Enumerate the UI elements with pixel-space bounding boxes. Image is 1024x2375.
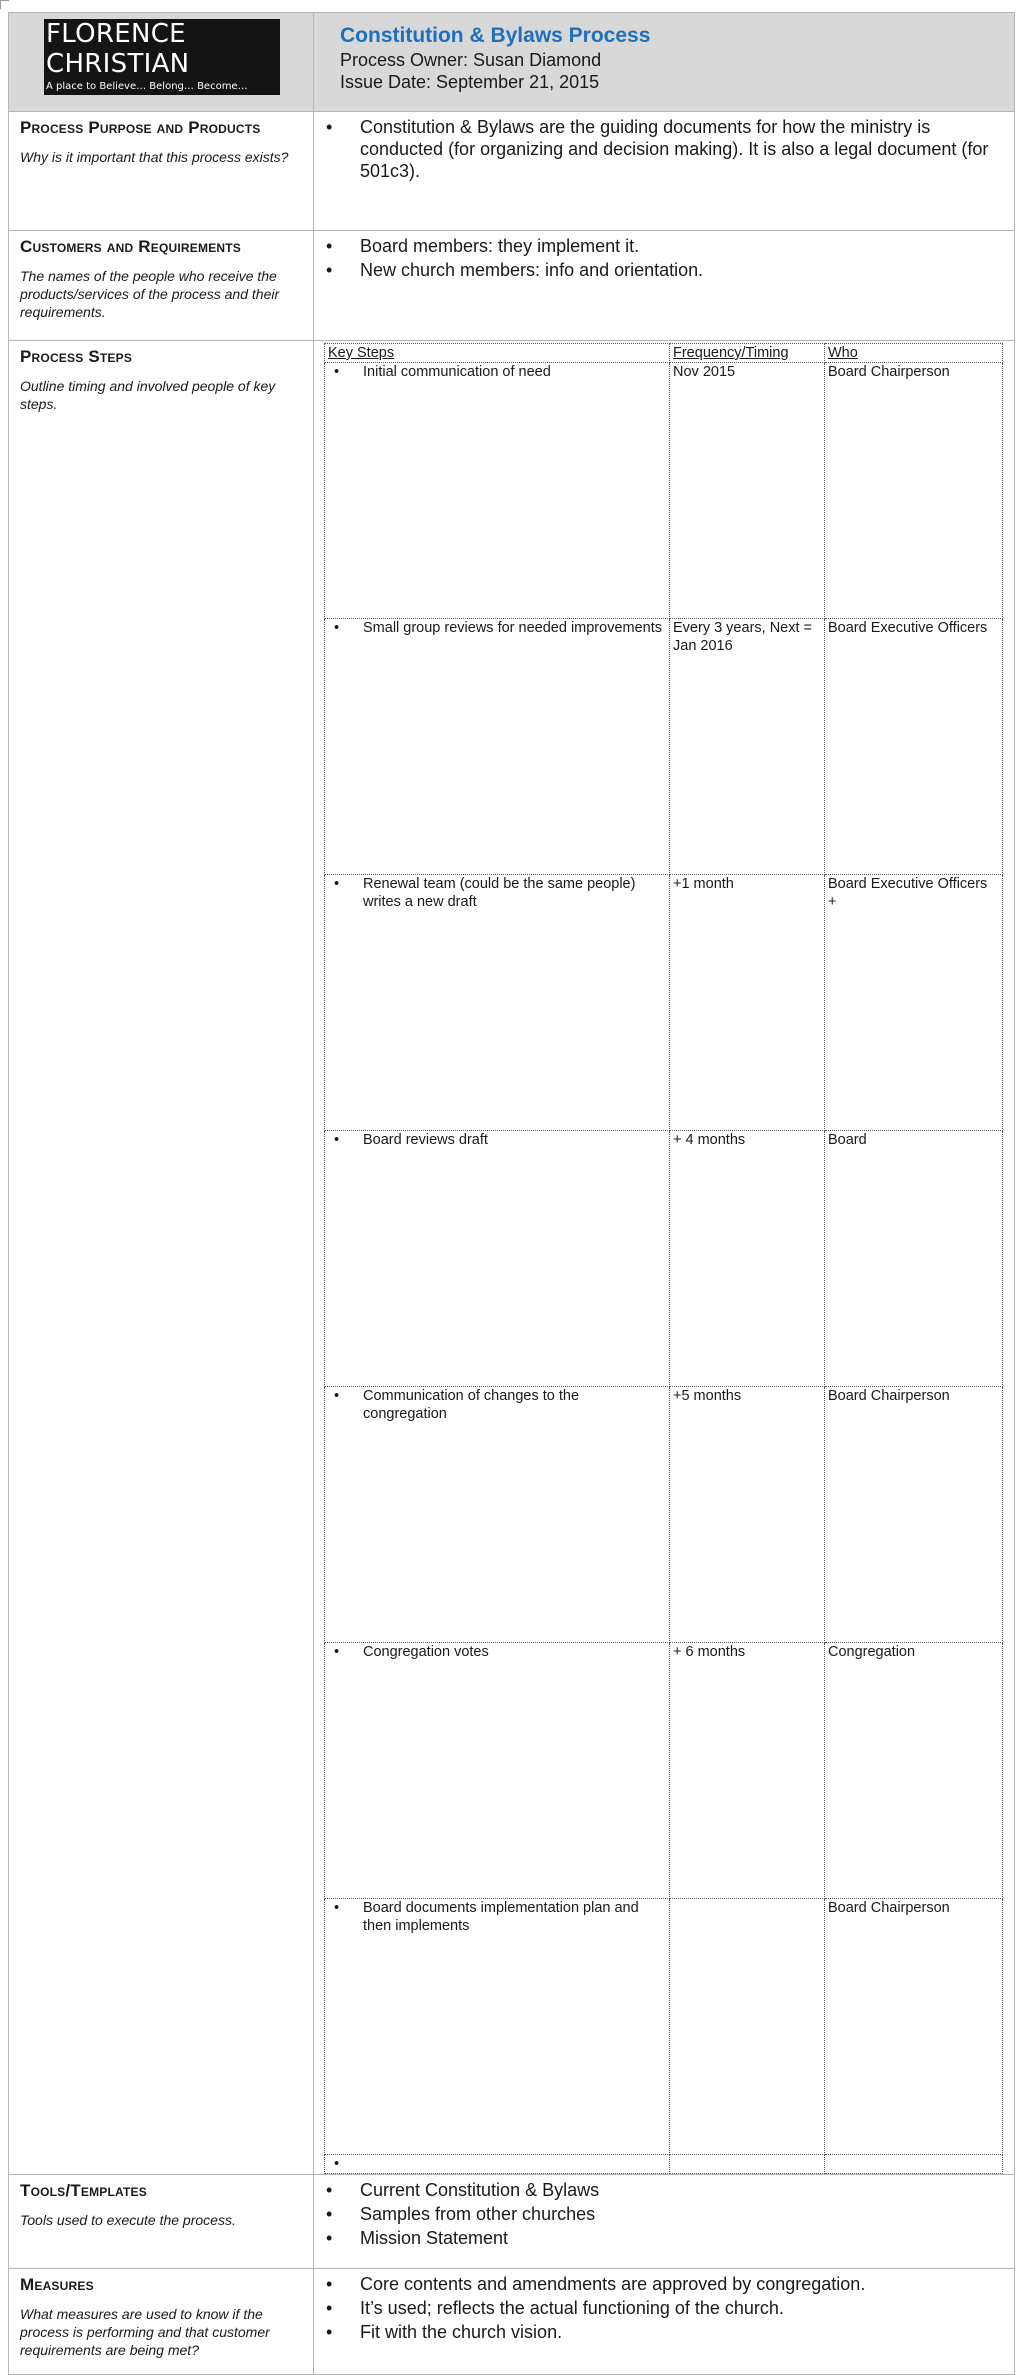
list-item-text: New church members: info and orientation. [360, 260, 704, 280]
table-row [325, 1643, 1003, 1899]
measures-description: What measures are used to know if the process is performing and that customer requirements are being met? [20, 2306, 270, 2358]
title-cell [314, 13, 1015, 112]
key-steps-header-row [325, 344, 1003, 363]
bullet-icon: • [334, 1388, 340, 1404]
column-header-who: Who [825, 344, 1003, 363]
timing-cell: + 4 months [670, 1131, 825, 1387]
table-row [325, 1387, 1003, 1643]
header-row [9, 13, 1015, 112]
tools-row [9, 2175, 1015, 2269]
customers-list [322, 235, 1006, 281]
table-row [325, 1131, 1003, 1387]
purpose-row [9, 112, 1015, 231]
bullet-icon: • [326, 2204, 333, 2224]
bullet-icon: • [326, 117, 333, 137]
list-item [322, 2273, 1006, 2295]
table-row [325, 619, 1003, 875]
bullet-icon: • [334, 1900, 340, 1916]
list-item [322, 259, 1006, 281]
step-text: Small group reviews for needed improvements [363, 620, 662, 636]
step-cell [325, 2155, 670, 2174]
list-item [322, 2297, 1006, 2319]
timing-cell: Nov 2015 [670, 363, 825, 619]
column-header-timing: Frequency/Timing [670, 344, 825, 363]
measures-label-cell [9, 2269, 314, 2375]
bullet-icon: • [334, 364, 340, 380]
measures-list [322, 2273, 1006, 2343]
list-item-text: Samples from other churches [360, 2204, 596, 2224]
bullet-icon: • [326, 2228, 333, 2248]
step-cell [325, 619, 670, 875]
step-cell [325, 875, 670, 1131]
step-text: Congregation votes [363, 1644, 489, 1660]
customers-label-cell [9, 231, 314, 341]
step-cell [325, 1131, 670, 1387]
list-item-text: Core contents and amendments are approved by congregation. [360, 2274, 866, 2294]
timing-cell [670, 1899, 825, 2155]
column-header-key-steps: Key Steps [325, 344, 670, 363]
list-item-text: Constitution & Bylaws are the guiding documents for how the ministry is conducted (for organizing and decision making). It is also a legal document (for 501c3). [360, 117, 989, 181]
timing-cell: Every 3 years, Next = Jan 2016 [670, 619, 825, 875]
tools-content-cell [314, 2175, 1015, 2269]
process-document-table [8, 12, 1015, 2375]
purpose-list [322, 116, 1006, 182]
customers-content-cell [314, 231, 1015, 341]
steps-label-cell [9, 341, 314, 2175]
list-item-text: Mission Statement [360, 2228, 509, 2248]
bullet-icon: • [326, 2322, 333, 2342]
tools-list [322, 2179, 1006, 2249]
document-title: Constitution & Bylaws Process [340, 24, 651, 47]
issue-date: Issue Date: September 21, 2015 [340, 72, 600, 92]
timing-cell [670, 2155, 825, 2174]
customers-title: Customers and Requirements [20, 237, 241, 256]
corner-mark [0, 0, 9, 9]
list-item [322, 2321, 1006, 2343]
who-cell: Board Executive Officers + [825, 875, 1003, 1131]
table-row [325, 2155, 1003, 2174]
bullet-icon: • [334, 620, 340, 636]
steps-content-cell [314, 341, 1015, 2175]
steps-row [9, 341, 1015, 2175]
who-cell: Board Executive Officers [825, 619, 1003, 875]
step-text: Board reviews draft [363, 1132, 488, 1148]
step-cell [325, 1387, 670, 1643]
customers-description: The names of the people who receive the products/services of the process and their requirements. [20, 268, 280, 320]
tools-title: Tools/Templates [20, 2181, 147, 2200]
purpose-description: Why is it important that this process exists? [20, 149, 289, 165]
list-item [322, 235, 1006, 257]
timing-cell: +5 months [670, 1387, 825, 1643]
list-item [322, 2179, 1006, 2201]
purpose-content-cell [314, 112, 1015, 231]
who-cell: Board Chairperson [825, 1387, 1003, 1643]
step-cell [325, 1899, 670, 2155]
table-row [325, 363, 1003, 619]
bullet-icon: • [334, 2156, 340, 2172]
bullet-icon: • [334, 1132, 340, 1148]
bullet-icon: • [326, 2298, 333, 2318]
bullet-icon: • [326, 2180, 333, 2200]
step-text: Initial communication of need [363, 364, 551, 380]
list-item [322, 2203, 1006, 2225]
tools-label-cell [9, 2175, 314, 2269]
steps-title: Process Steps [20, 347, 133, 366]
step-text: Renewal team (could be the same people) writes a new draft [363, 876, 636, 910]
church-logo [44, 19, 280, 95]
table-row [325, 1899, 1003, 2155]
list-item-text: It’s used; reflects the actual functioning of the church. [360, 2298, 784, 2318]
tools-description: Tools used to execute the process. [20, 2212, 236, 2228]
measures-content-cell [314, 2269, 1015, 2375]
who-cell: Board Chairperson [825, 1899, 1003, 2155]
bullet-icon: • [334, 1644, 340, 1660]
step-cell [325, 363, 670, 619]
list-item-text: Current Constitution & Bylaws [360, 2180, 600, 2200]
timing-cell: +1 month [670, 875, 825, 1131]
bullet-icon: • [326, 236, 333, 256]
measures-title: Measures [20, 2275, 94, 2294]
bullet-icon: • [326, 260, 333, 280]
steps-description: Outline timing and involved people of key steps. [20, 378, 276, 412]
list-item [322, 2227, 1006, 2249]
customers-row [9, 231, 1015, 341]
step-text: Board documents implementation plan and then implements [363, 1900, 639, 1934]
timing-cell: + 6 months [670, 1643, 825, 1899]
bullet-icon: • [334, 876, 340, 892]
step-cell [325, 1643, 670, 1899]
who-cell [825, 2155, 1003, 2174]
logo-line-2: CHRISTIAN [46, 49, 190, 79]
who-cell: Board [825, 1131, 1003, 1387]
purpose-label-cell [9, 112, 314, 231]
step-text: Communication of changes to the congregation [363, 1388, 580, 1422]
measures-row [9, 2269, 1015, 2375]
list-item [322, 116, 1006, 182]
table-row [325, 875, 1003, 1131]
bullet-icon: • [326, 2274, 333, 2294]
who-cell: Congregation [825, 1643, 1003, 1899]
who-cell: Board Chairperson [825, 363, 1003, 619]
list-item-text: Board members: they implement it. [360, 236, 640, 256]
list-item-text: Fit with the church vision. [360, 2322, 563, 2342]
logo-cell [9, 13, 314, 112]
process-owner: Process Owner: Susan Diamond [340, 50, 602, 70]
logo-tagline: A place to Believe… Belong… Become… [46, 81, 248, 92]
key-steps-table [324, 343, 1003, 2174]
logo-line-1: FLORENCE [46, 19, 186, 49]
purpose-title: Process Purpose and Products [20, 118, 261, 137]
